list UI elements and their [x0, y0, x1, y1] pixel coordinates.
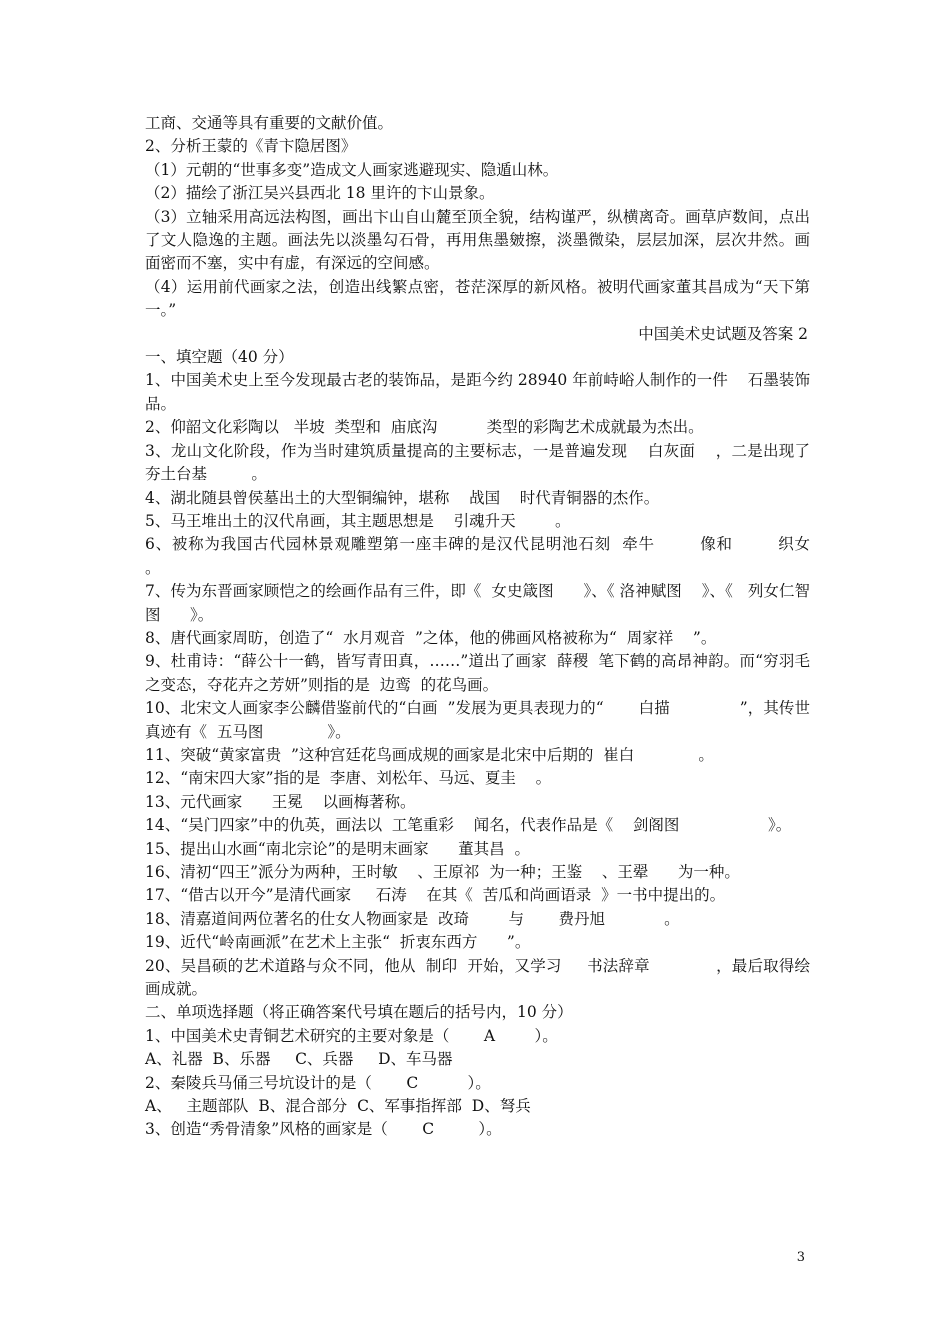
text-line: （1）元朝的“世事多变”造成文人画家逃避现实、隐遁山林。: [145, 160, 559, 179]
question-item: 4、湖北随县曾侯墓出土的大型铜编钟，堪称 战国 时代青铜器的杰作。: [145, 488, 660, 507]
question-item: 13、元代画家 王冕 以画梅著称。: [145, 792, 416, 811]
answer-options: A、 主题部队 B、混合部分 C、军事指挥部 D、弩兵: [145, 1097, 531, 1116]
question-item: 10、北宋文人画家李公麟借鉴前代的“白画 ”发展为更具表现力的“ 白描 ”，其传世真迹有《 五马图 》。: [145, 699, 810, 741]
question-item: 11、突破“黄家富贵 ”这种宫廷花鸟画成规的画家是北宋中后期的 崔白 。: [145, 745, 714, 764]
question-item: 3、龙山文化阶段，作为当时建筑质量提高的主要标志，一是普遍发现 白灰面 ，二是出现了 夯土台基 。: [145, 441, 815, 484]
page-number: 3: [796, 1250, 805, 1265]
question-item: 1、中国美术史上至今发现最古老的装饰品，是距今约 28940 年前峙峪人制作的一件 石墨装饰品。: [145, 371, 810, 413]
question-item: 19、近代“岭南画派”在艺术上主张“ 折衷东西方 ”。: [145, 933, 531, 952]
question-item: 12、“南宋四大家”指的是 李唐、刘松年、马远、夏圭 。: [145, 769, 552, 788]
question-item: 3、创造“秀骨清象”风格的画家是（ C ）。: [145, 1120, 502, 1139]
document-body: [145, 112, 850, 1142]
question-item: 18、清嘉道间两位著名的仕女人物画家是 改琦 与 费丹旭 。: [145, 909, 680, 928]
question-item: 2、秦陵兵马俑三号坑设计的是（ C ）。: [145, 1073, 491, 1092]
document-title: 中国美术史试题及答案 2: [638, 324, 808, 343]
section-heading: 一、填空题（40 分）: [145, 348, 294, 367]
section-heading: 2、分析王蒙的《青卞隐居图》: [145, 137, 357, 156]
question-item: 8、唐代画家周昉，创造了“ 水月观音 ”之体，他的佛画风格被称为“ 周家祥 ”。: [145, 628, 717, 647]
question-item: 1、中国美术史青铜艺术研究的主要对象是（ A ）。: [145, 1026, 558, 1045]
question-item: 16、清初“四王”派分为两种，王时敏 、王原祁 为一种；王鉴 、王翚 为一种。: [145, 863, 740, 881]
question-item: 6、被称为我国古代园林景观雕塑第一座丰碑的是汉代昆明池石刻 牵牛 像和 织女 。: [145, 535, 850, 577]
question-item: 17、“借古以开今”是清代画家 石涛 在其《 苦瓜和尚画语录 》一书中提出的。: [145, 886, 726, 905]
question-item: 15、提出山水画“南北宗论”的是明末画家 董其昌 。: [145, 839, 530, 858]
question-item: 14、“吴门四家”中的仇英，画法以 工笔重彩 闻名，代表作品是《 剑阁图 》。: [145, 816, 792, 835]
answer-options: A、礼器 B、乐器 C、兵器 D、车马器: [145, 1050, 453, 1069]
text-line: 工商、交通等具有重要的文献价值。: [145, 114, 394, 132]
question-item: 5、马王堆出土的汉代帛画，其主题思想是 引魂升天 。: [145, 511, 571, 530]
section-heading: 二、单项选择题（将正确答案代号填在题后的括号内，10 分）: [145, 1003, 573, 1022]
text-paragraph: （4）运用前代画家之法，创造出线繁点密，苍茫深厚的新风格。被明代画家董其昌成为“天下第一。”: [145, 277, 810, 320]
question-item: 7、传为东晋画家顾恺之的绘画作品有三件，即《 女史箴图 》、《 洛神赋图 》、《 列女仁智图 》。: [145, 582, 810, 624]
question-item: 20、吴昌硕的艺术道路与众不同，他从 制印 开始，又学习 书法辞章 ，最后取得绘画成就。: [145, 956, 810, 999]
question-item: 9、杜甫诗：“薛公十一鹤，皆写青田真，……”道出了画家 薛稷 笔下鹤的高昂神韵。而“穷羽毛之变态，夺花卉之芳妍”则指的是 边鸾 的花鸟画。: [145, 652, 810, 694]
text-paragraph: （3）立轴采用高远法构图，画出卞山自山麓至顶全貌，结构谨严，纵横离奇。画草庐数间，点出了文人隐逸的主题。画法先以淡墨勾石骨，再用焦墨皴擦，淡墨微染，层层加深，层次井然。画面密而不塞，实中有虚，有深远的空间感。: [145, 207, 810, 273]
text-line: （2）描绘了浙江吴兴县西北 18 里许的卞山景象。: [145, 184, 495, 203]
question-item: 2、仰韶文化彩陶以 半坡 类型和 庙底沟 类型的彩陶艺术成就最为杰出。: [145, 418, 704, 437]
